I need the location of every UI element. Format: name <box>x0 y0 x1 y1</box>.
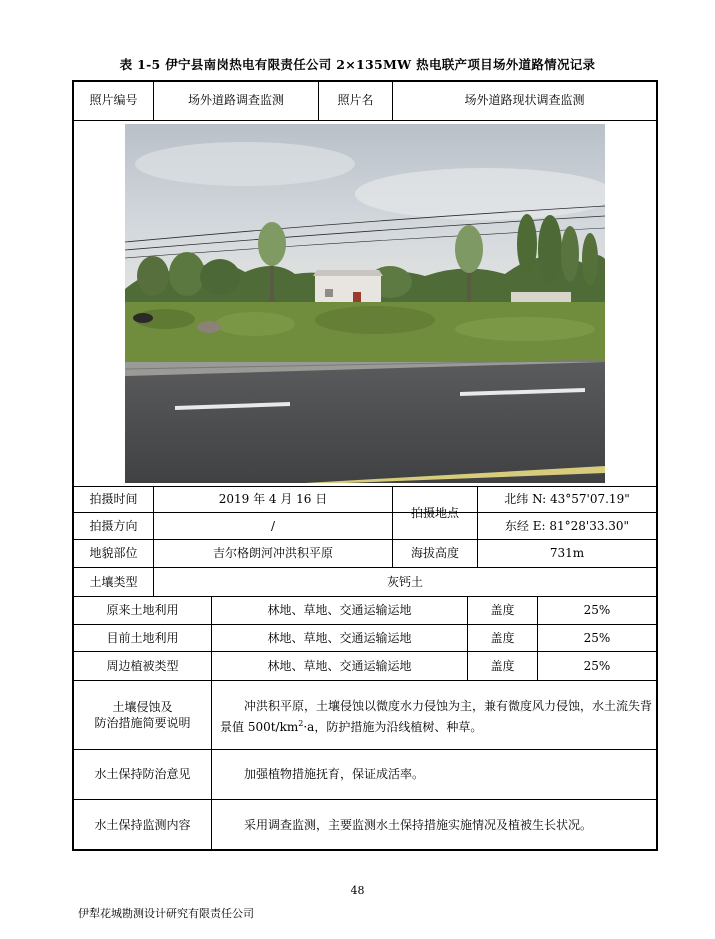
shoot-location-label: 拍摄地点 <box>410 505 459 520</box>
shoot-time-value: 2019 年 4 月 16 日 <box>218 492 328 507</box>
opinion-value: 加强植物措施抚育，保证成活率。 <box>244 767 425 782</box>
cover-value: 25% <box>583 630 611 645</box>
altitude-value: 731m <box>549 546 585 561</box>
land-use-row-label: 周边植被类型 <box>106 658 179 673</box>
road-photo-illustration <box>125 124 605 483</box>
cover-value: 25% <box>583 603 611 618</box>
cover-value: 25% <box>583 658 611 673</box>
landform-value: 吉尔格朗河冲洪积平原 <box>212 546 333 561</box>
shoot-direction-label: 拍摄方向 <box>89 518 138 533</box>
land-use-row-value: 林地、草地、交通运输运地 <box>267 630 412 645</box>
erosion-text-a: 冲洪积平原，土壤侵蚀以微度水力侵蚀为主，兼有微度风力侵蚀，水土流失背景值 500t/km <box>220 699 653 734</box>
soil-type-value: 灰钙土 <box>386 574 423 589</box>
footer-company: 伊犁花城勘测设计研究有限责任公司 <box>78 907 254 920</box>
shoot-direction-value: / <box>270 518 276 533</box>
erosion-text-b: ·a，防护措施为沿线植树、种草。 <box>303 720 483 734</box>
erosion-description <box>220 698 652 736</box>
cover-label: 盖度 <box>490 630 515 645</box>
erosion-text-sup: 2 <box>298 719 304 728</box>
photo-no-label: 照片编号 <box>89 93 138 108</box>
opinion-label: 水土保持防治意见 <box>94 767 191 782</box>
erosion-label <box>74 681 211 749</box>
photo-no-value: 场外道路调查监测 <box>187 93 284 108</box>
land-use-row-value: 林地、草地、交通运输运地 <box>267 603 412 618</box>
land-use-row-label: 原来土地利用 <box>106 603 179 618</box>
monitor-value: 采用调查监测，主要监测水土保持措施实施情况及植被生长状况。 <box>244 817 593 832</box>
shoot-time-label: 拍摄时间 <box>89 492 138 507</box>
altitude-label: 海拔高度 <box>410 546 459 561</box>
page-number: 48 <box>350 884 365 897</box>
photo-name-value: 场外道路现状调查监测 <box>464 93 585 108</box>
cover-label: 盖度 <box>490 658 515 673</box>
erosion-label-line1: 土壤侵蚀及 <box>112 699 173 714</box>
latitude-value: 北纬 N: 43°57'07.19" <box>504 492 630 507</box>
land-use-row-label: 目前土地利用 <box>106 630 179 645</box>
table-title: 表 1-5 伊宁县南岗热电有限责任公司 2×135MW 热电联产项目场外道路情况记录 <box>119 57 596 72</box>
monitor-label: 水土保持监测内容 <box>94 817 191 832</box>
land-use-row-value: 林地、草地、交通运输运地 <box>267 658 412 673</box>
longitude-value: 东经 E: 81°28'33.30" <box>504 518 630 533</box>
cover-label: 盖度 <box>490 603 515 618</box>
soil-type-label: 土壤类型 <box>89 574 138 589</box>
landform-label: 地貌部位 <box>89 546 138 561</box>
photo-name-label: 照片名 <box>337 93 374 108</box>
erosion-label-line2: 防治措施简要说明 <box>94 716 191 730</box>
road-survey-photo <box>125 124 605 483</box>
grid-line <box>72 120 658 121</box>
